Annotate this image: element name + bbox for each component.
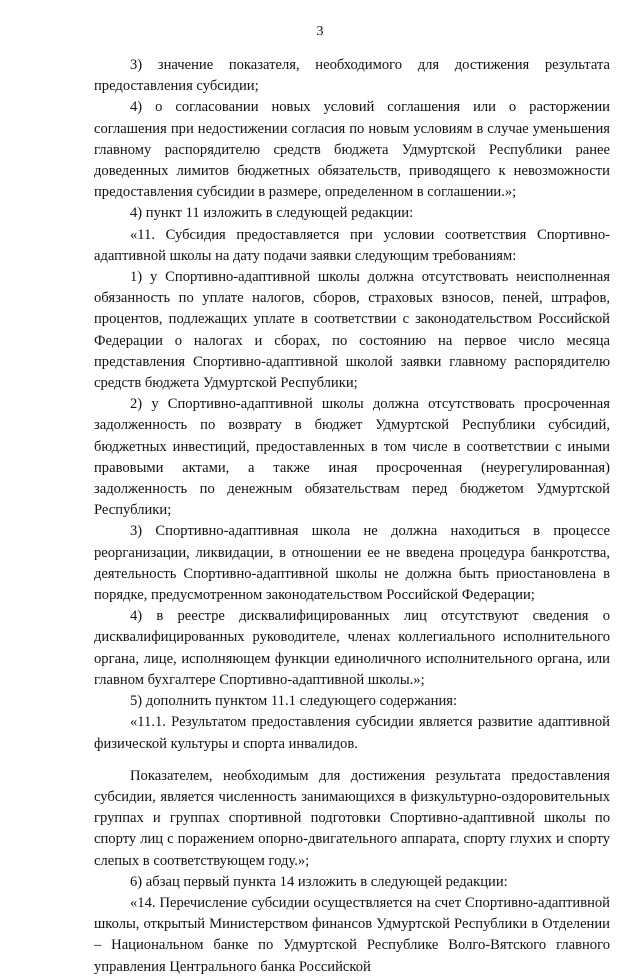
paragraph-9: 5) дополнить пунктом 11.1 следующего содержания: <box>130 693 458 710</box>
paragraph-6: 2) у Спортивно-адаптивной школы должна отсутствовать просроченная задолженность по возврату в бюджет Удмуртской Республики субсидий, бюджетных инвестиций, предоставленных в том числе в соответствии с иными правовыми актами, а также иная просроченная (неурегулированная) задолженность по денежным обязательствам перед бюджетом Удмуртской Республики; <box>94 396 610 519</box>
page-number: 3 <box>316 24 324 39</box>
paragraph-2: 4) о согласовании новых условий соглашения или о расторжении соглашения при недостижении согласия по новым условиям в случае уменьшения главному распорядителю средств бюджета Удмуртской Республики ранее доведенных лимитов бюджетных обязательств, приводящего к невозможности предоставления субсидии в размере, определенном в соглашении.»; <box>94 99 610 201</box>
paragraph-7: 3) Спортивно-адаптивная школа не должна находиться в процессе реорганизации, ликвидации, в отношении ее не введена процедура банкротства, деятельность Спортивно-адаптивной школы не должна быть приостановлена в порядке, предусмотренном законодательством Российской Федерации; <box>94 523 610 604</box>
paragraph-3: 4) пункт 11 изложить в следующей редакции: <box>130 205 414 222</box>
document-body <box>94 55 610 978</box>
paragraph-1: 3) значение показателя, необходимого для достижения результата предоставления субсидии; <box>94 57 610 95</box>
paragraph-5: 1) у Спортивно-адаптивной школы должна отсутствовать неисполненная обязанность по уплате налогов, сборов, страховых взносов, пеней, штрафов, процентов, подлежащих уплате в соответствии с законодательством Российской Федерации о налогах и сборах, по состоянию на первое число месяца представления Спортивно-адаптивной школой заявки главному распорядителю средств бюджета Удмуртской Республики; <box>94 269 610 392</box>
paragraph-4: «11. Субсидия предоставляется при условии соответствия Спортивно-адаптивной школы на дату подачи заявки следующим требованиям: <box>94 226 610 264</box>
paragraph-10: «11.1. Результатом предоставления субсидии является развитие адаптивной физической культуры и спорта инвалидов. <box>94 714 610 752</box>
paragraph-13: «14. Перечисление субсидии осуществляется на счет Спортивно-адаптивной школы, открытый Министерством финансов Удмуртской Республики в Отделении – Национальном банке по Удмуртской Республике Волго-Вятского главного управления Центрального банка Российской <box>94 894 610 975</box>
paragraph-12: 6) абзац первый пункта 14 изложить в следующей редакции: <box>130 873 508 890</box>
paragraph-8: 4) в реестре дисквалифицированных лиц отсутствуют сведения о дисквалифицированных руководителе, членах коллегиального исполнительного органа, лице, исполняющем функции единоличного исполнительного органа, или главном бухгалтере Спортивно-адаптивной школы.»; <box>94 608 610 688</box>
paragraph-11: Показателем, необходимым для достижения результата предоставления субсидии, является численность занимающихся в физкультурно-оздоровительных группах и группах спортивной подготовки Спортивно-адаптивной школы по спорту лиц с поражением опорно-двигательного аппарата, спорту глухих и спорту слепых в соответствующем году.»; <box>94 767 610 869</box>
